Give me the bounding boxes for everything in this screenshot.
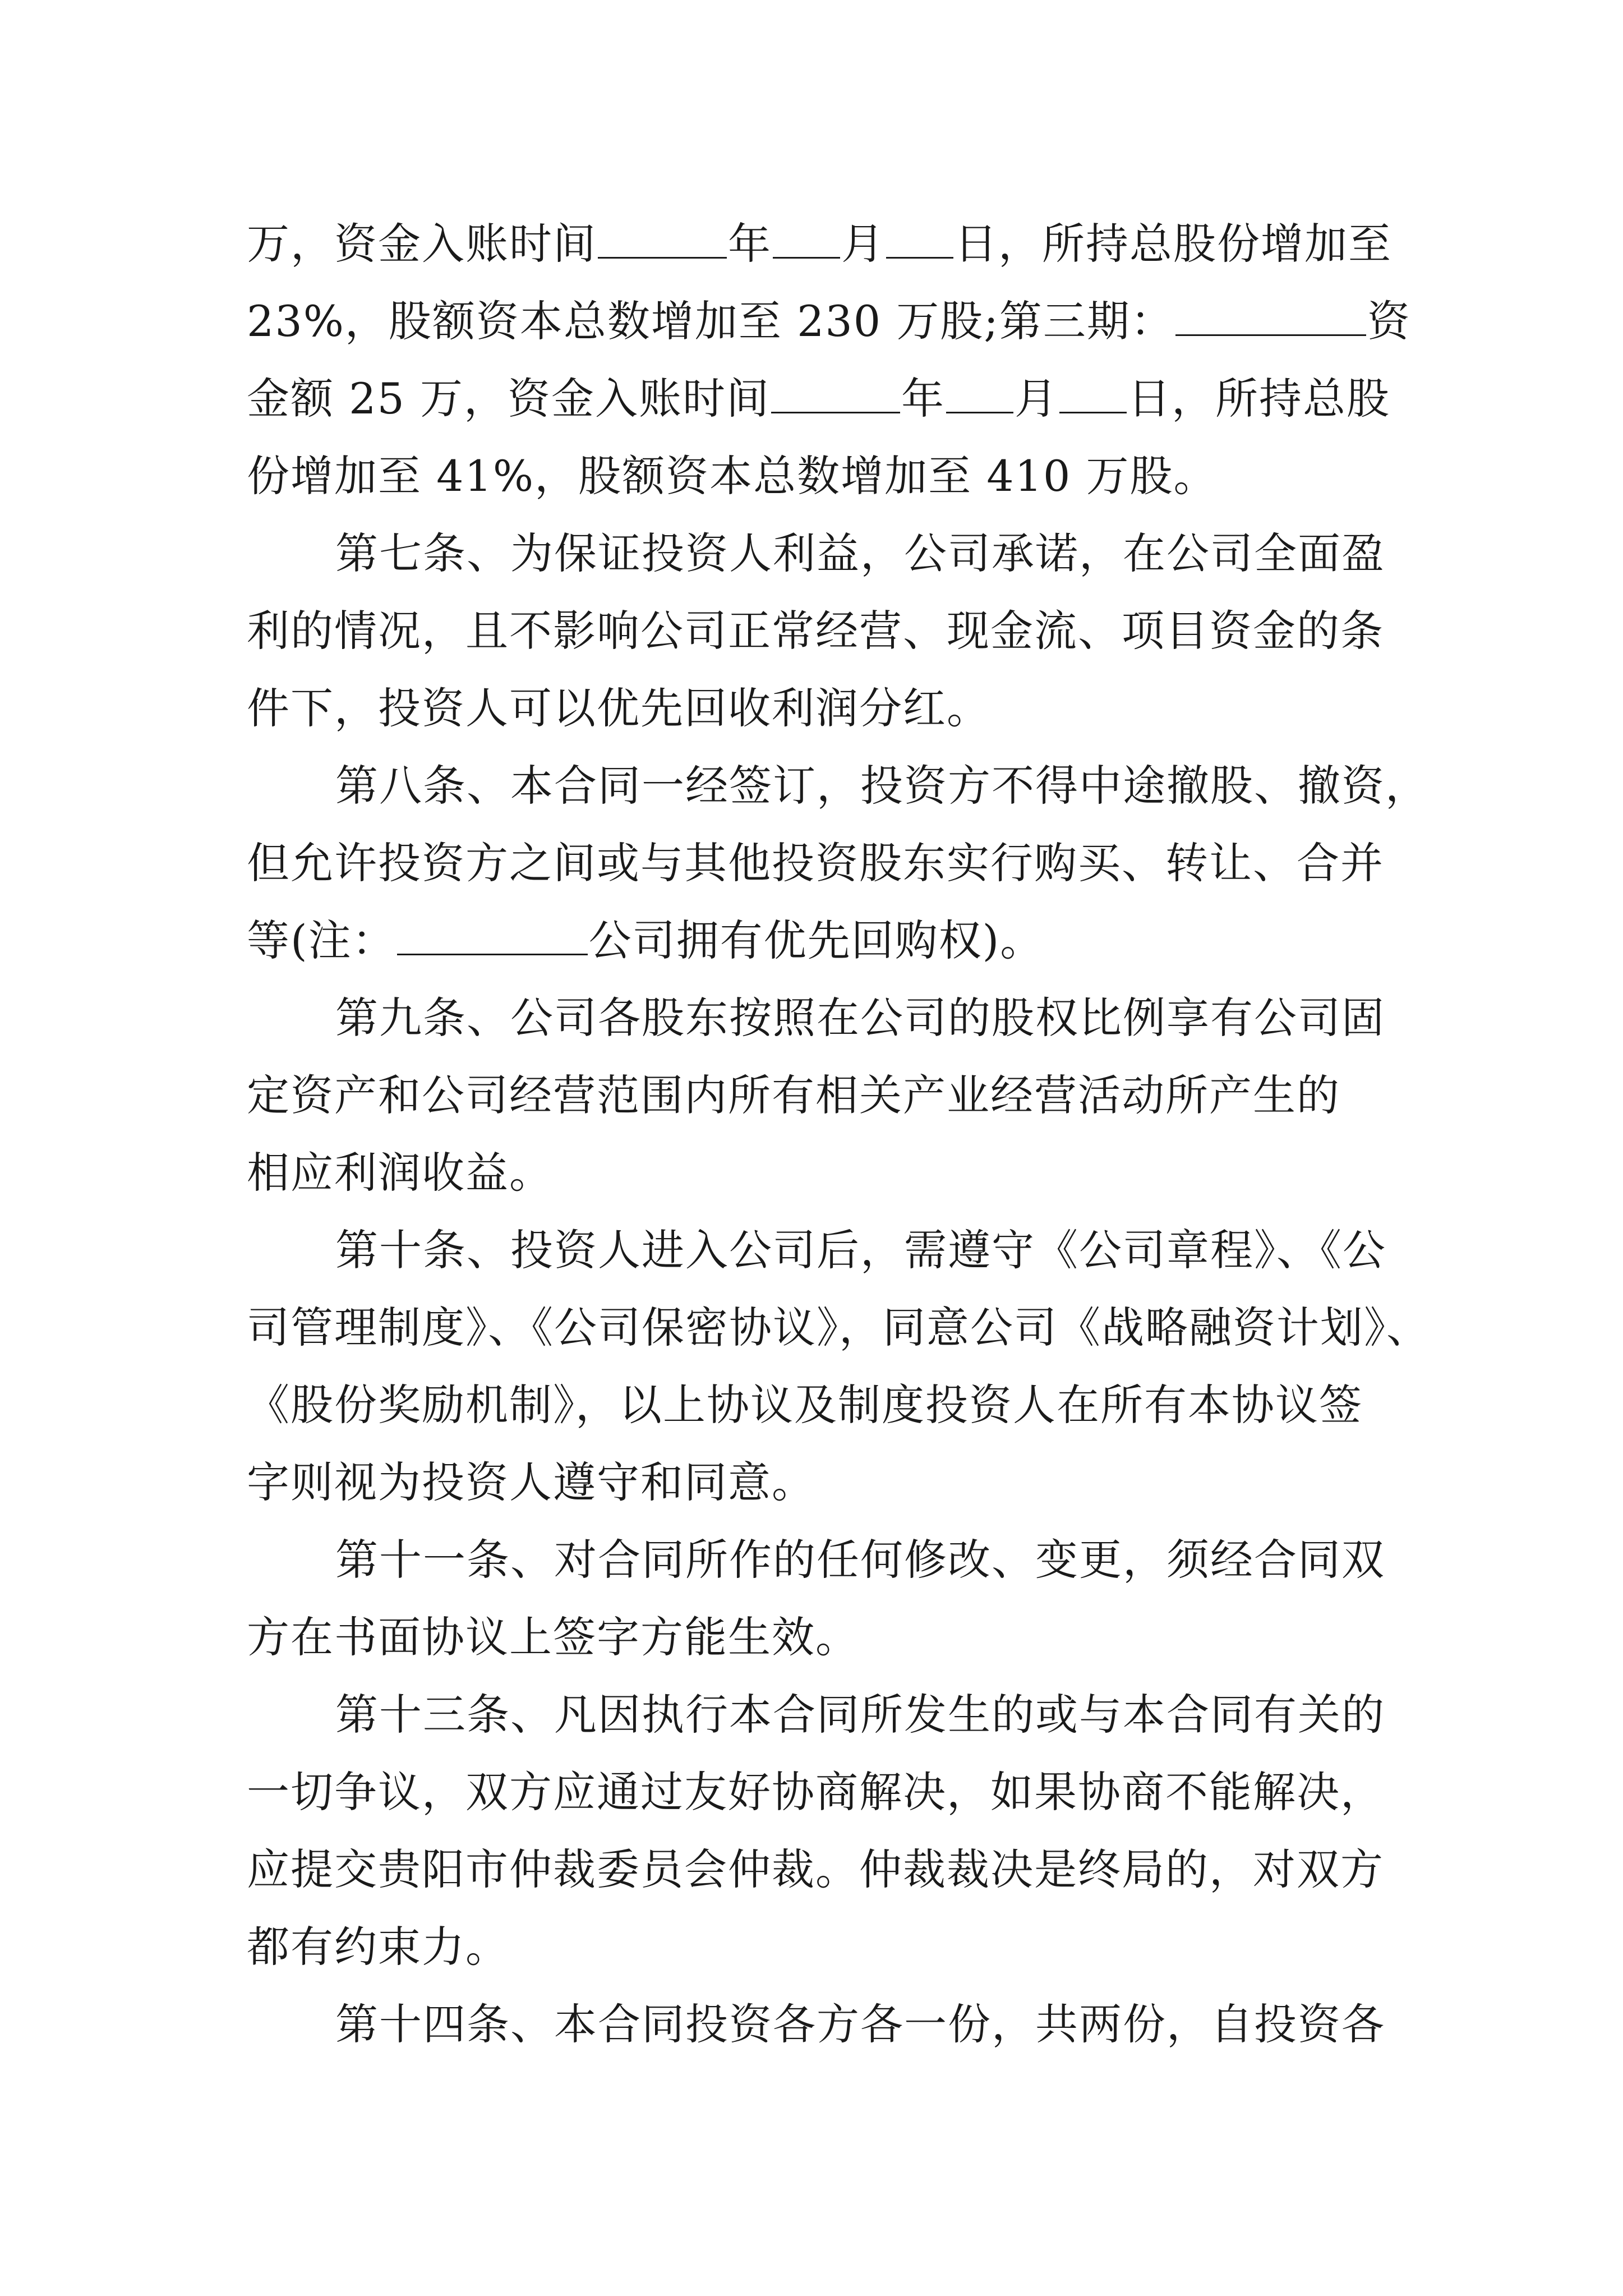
text-segment: 公司拥有优先回购权)。 [588,915,1044,965]
text-segment: 方在书面协议上签字方能生效。 [247,1612,859,1662]
text-segment: 日，所持总股份增加至 [955,219,1392,269]
text-line [335,1532,1385,1588]
fill-in-blank [771,371,900,413]
text-segment: 年 [728,219,772,269]
text-line [335,1222,1386,1278]
text-segment: 万，资金入账时间 [247,219,597,269]
text-segment: 都有约束力。 [247,1922,509,1972]
text-segment: 一切争议，双方应通过友好协商解决，如果协商不能解决， [247,1767,1384,1817]
text-segment: 月 [1015,374,1059,424]
text-segment: 第十条、投资人进入公司后，需遵守《公司章程》、《公 [335,1225,1386,1275]
text-segment: 字则视为投资人遵守和同意。 [247,1457,815,1507]
text-line [247,1300,1430,1356]
text-line [247,1068,1340,1124]
text-line [335,990,1385,1046]
fill-in-blank [1059,371,1127,413]
text-segment: 第八条、本合同一经签订，投资方不得中途撤股、撤资， [335,761,1429,811]
fill-in-blank [773,217,840,259]
text-segment: 月 [841,219,885,269]
text-segment: 但允许投资方之间或与其他投资股东实行购买、转让、合并 [247,838,1384,888]
fill-in-blank [1175,294,1366,336]
text-line [335,1687,1385,1743]
text-line [247,371,1390,427]
text-line [335,526,1385,582]
text-segment: 第十三条、凡因执行本合同所发生的或与本合同有关的 [335,1690,1385,1740]
text-line [247,1764,1384,1820]
text-segment: 定资产和公司经营范围内所有相关产业经营活动所产生的 [247,1070,1340,1120]
text-segment: 年 [901,374,946,424]
text-segment: 第九条、公司各股东按照在公司的股权比例享有公司固 [335,993,1385,1043]
text-line [247,1919,509,1975]
text-segment: 日，所持总股 [1128,374,1391,424]
text-line [247,293,1411,349]
text-line [247,1842,1384,1898]
text-line [247,913,1044,969]
text-segment: 相应利润收益。 [247,1148,553,1198]
text-segment: 司管理制度》、《公司保密协议》，同意公司《战略融资计划》、 [247,1303,1430,1352]
text-segment: 利的情况，且不影响公司正常经营、现金流、项目资金的条 [247,606,1384,656]
text-line [335,758,1429,814]
text-line [247,680,990,737]
text-segment: 应提交贵阳市仲裁委员会仲裁。仲裁裁决是终局的，对双方 [247,1844,1384,1894]
text-segment: 金额 25 万，资金入账时间 [247,374,771,424]
text-line [335,1996,1385,2053]
text-segment: 第七条、为保证投资人利益，公司承诺，在公司全面盈 [335,528,1385,578]
text-line [247,835,1384,891]
text-segment: 第十四条、本合同投资各方各一份，共两份，自投资各 [335,1999,1385,2049]
text-segment: 份增加至 41%，股额资本总数增加至 410 万股。 [247,451,1218,501]
fill-in-blank [946,371,1013,413]
fill-in-blank [598,217,727,259]
text-segment: 资 [1367,296,1411,346]
text-segment: 等(注： [247,915,396,965]
text-segment: 第十一条、对合同所作的任何修改、变更，须经合同双 [335,1535,1385,1585]
text-line [247,448,1217,504]
text-segment: 《股份奖励机制》，以上协议及制度投资人在所有本协议签 [247,1380,1363,1430]
fill-in-blank [886,217,953,259]
text-line [247,1377,1363,1433]
text-line [247,603,1384,659]
text-line [247,1609,859,1665]
text-segment: 23%，股额资本总数增加至 230 万股;第三期： [247,296,1174,346]
text-line [247,1455,815,1511]
fill-in-blank [397,913,588,955]
text-segment: 件下，投资人可以优先回收利润分红。 [247,683,990,733]
text-line [247,1145,553,1201]
text-line [247,216,1392,272]
